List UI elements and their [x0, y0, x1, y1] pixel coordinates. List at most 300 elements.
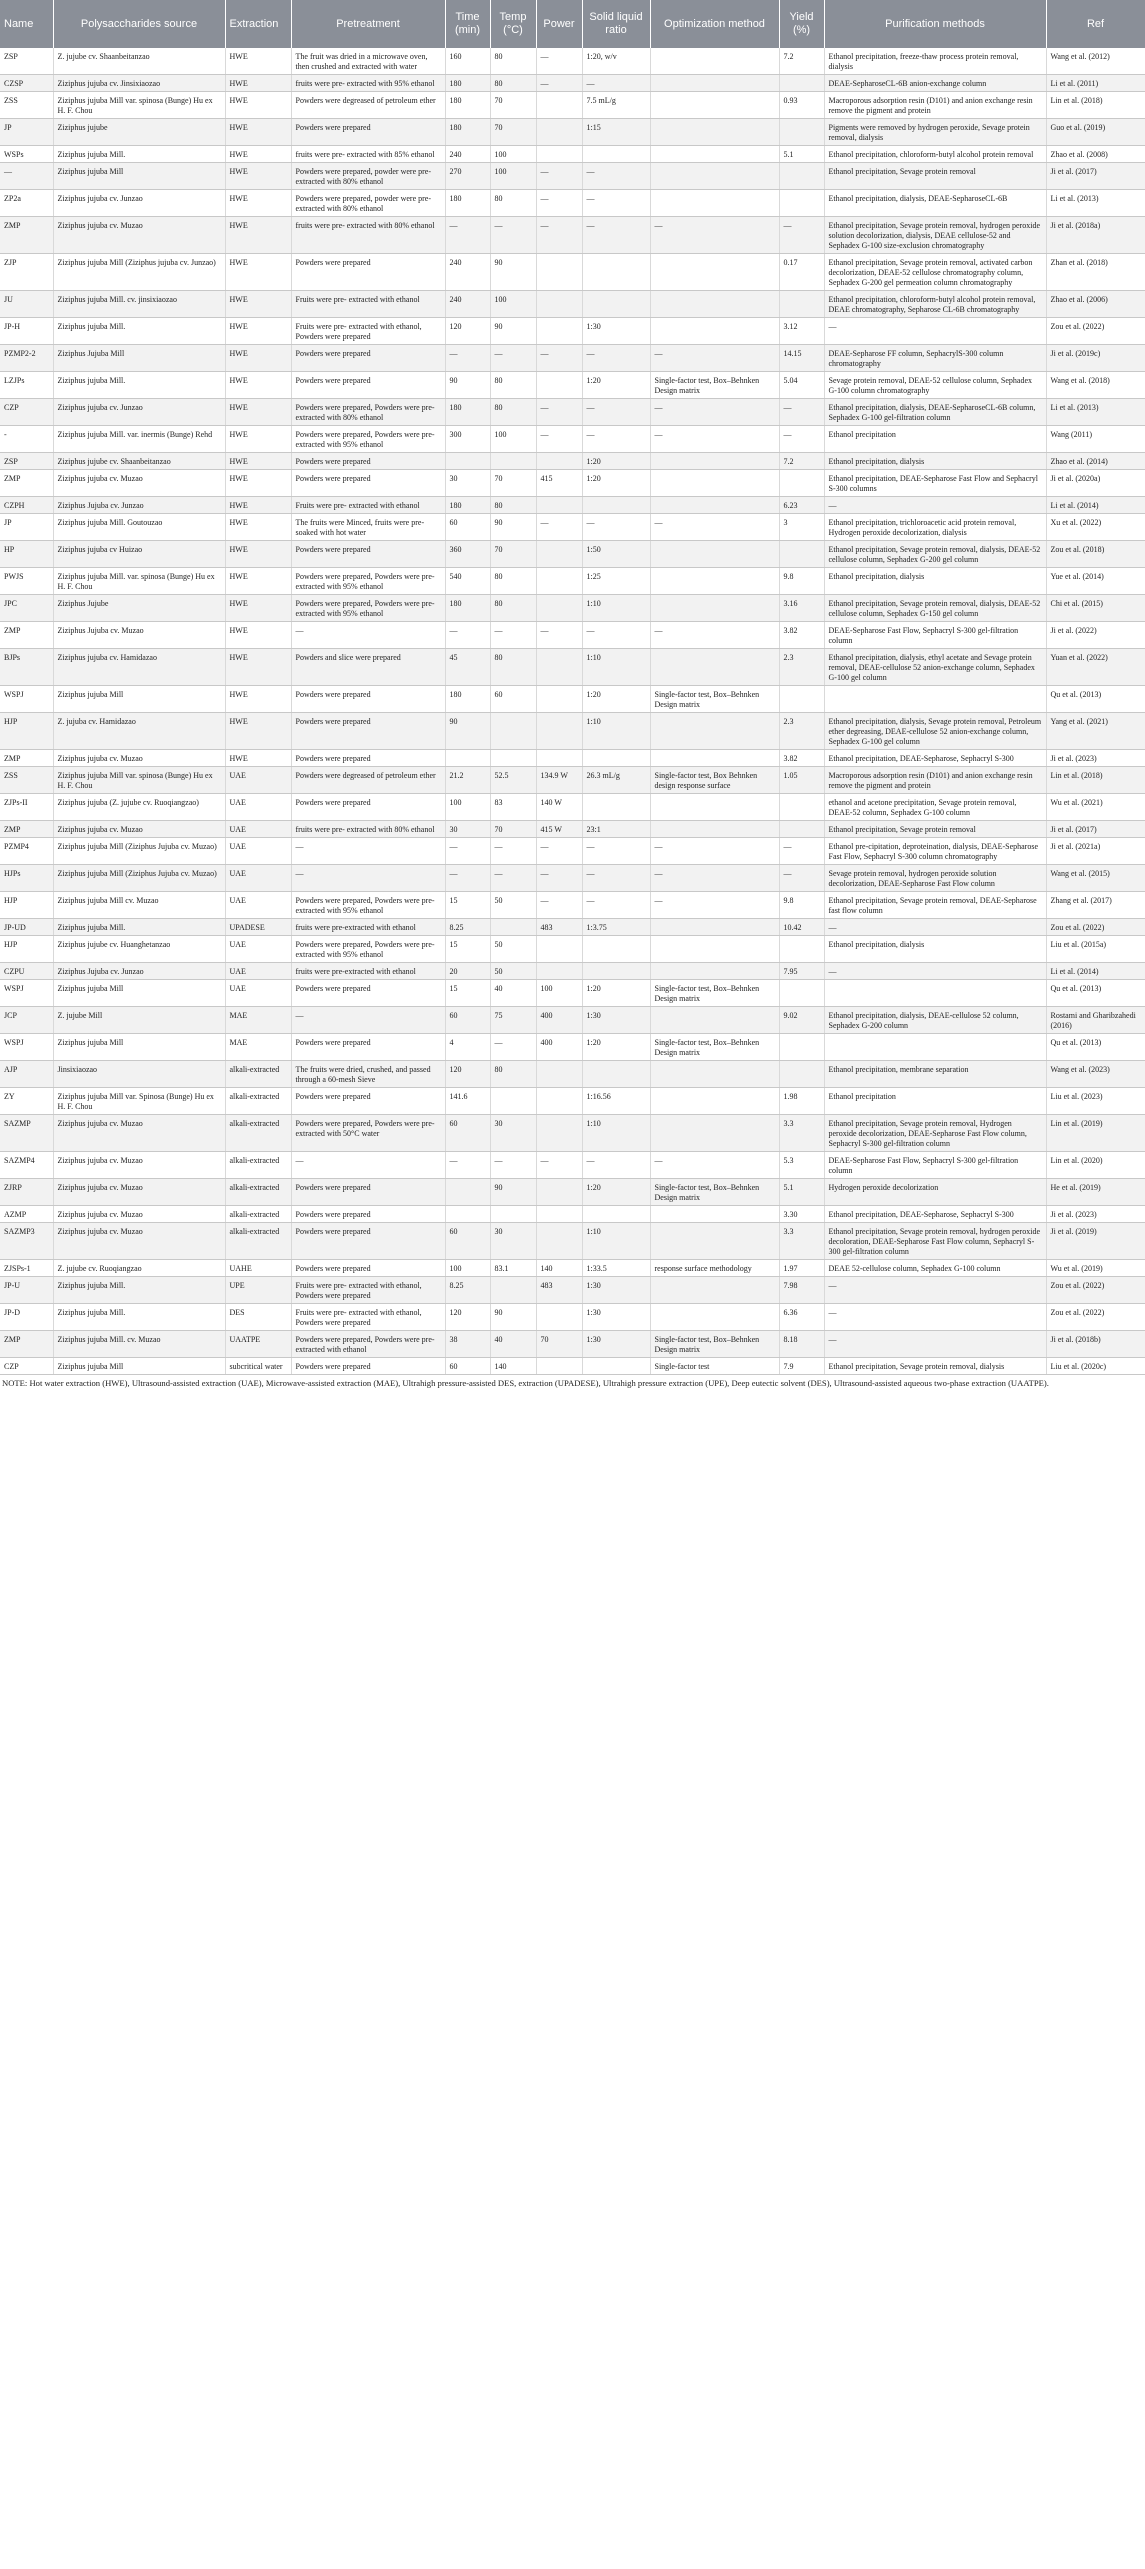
cell-time: 180	[445, 497, 490, 514]
cell-power: —	[536, 838, 582, 865]
cell-temp: 80	[490, 568, 536, 595]
cell-pretreatment: fruits were pre- extracted with 95% ethanol	[291, 75, 445, 92]
cell-purification	[824, 980, 1046, 1007]
cell-purification: Pigments were removed by hydrogen peroxide, Sevage protein removal, dialysis	[824, 119, 1046, 146]
cell-name: LZJPs	[0, 372, 53, 399]
cell-time: 60	[445, 1358, 490, 1375]
table-row	[0, 838, 1145, 865]
cell-time: 240	[445, 254, 490, 291]
cell-extraction: DES	[225, 1304, 291, 1331]
cell-name: AZMP	[0, 1206, 53, 1223]
cell-source: Ziziphus jujuba Mill	[53, 1358, 225, 1375]
cell-time: 270	[445, 163, 490, 190]
table-row	[0, 426, 1145, 453]
cell-time: —	[445, 838, 490, 865]
cell-source: Ziziphus jujube cv. Shaanbeitanzao	[53, 453, 225, 470]
cell-time: 540	[445, 568, 490, 595]
cell-purification: Ethanol precipitation, Sevage protein removal, dialysis, DEAE-52 cellulose column, Sephadex G-150 gel column	[824, 595, 1046, 622]
table-row	[0, 254, 1145, 291]
cell-temp: 70	[490, 470, 536, 497]
cell-purification: Ethanol precipitation, DEAE-Sepharose, Sephacryl S-300	[824, 750, 1046, 767]
cell-yield	[779, 936, 824, 963]
cell-optimization	[650, 75, 779, 92]
cell-power: —	[536, 190, 582, 217]
cell-purification: DEAE 52-cellulose column, Sephadex G-100 column	[824, 1260, 1046, 1277]
cell-ratio: —	[582, 514, 650, 541]
cell-time: 100	[445, 1260, 490, 1277]
cell-power: 400	[536, 1007, 582, 1034]
cell-extraction: HWE	[225, 48, 291, 75]
cell-yield: 0.17	[779, 254, 824, 291]
cell-time: 180	[445, 119, 490, 146]
cell-ref: Lin et al. (2018)	[1046, 92, 1145, 119]
cell-optimization: —	[650, 838, 779, 865]
cell-yield	[779, 980, 824, 1007]
cell-yield	[779, 1061, 824, 1088]
cell-source: Ziziphus jujuba Mill.	[53, 1277, 225, 1304]
cell-ratio: —	[582, 622, 650, 649]
table-row	[0, 1061, 1145, 1088]
cell-ref: Ji et al. (2019)	[1046, 1223, 1145, 1260]
cell-name: PZMP2-2	[0, 345, 53, 372]
cell-name: JP-D	[0, 1304, 53, 1331]
cell-extraction: HWE	[225, 514, 291, 541]
cell-optimization: —	[650, 892, 779, 919]
cell-optimization: —	[650, 217, 779, 254]
cell-temp: —	[490, 1152, 536, 1179]
cell-power: 483	[536, 919, 582, 936]
table-row	[0, 568, 1145, 595]
cell-ref: Zhang et al. (2017)	[1046, 892, 1145, 919]
table-row	[0, 1304, 1145, 1331]
cell-ratio: 1:20	[582, 470, 650, 497]
cell-ratio: —	[582, 75, 650, 92]
cell-power: —	[536, 1152, 582, 1179]
cell-pretreatment: Powders were prepared, Powders were pre- extracted with 50°C water	[291, 1115, 445, 1152]
cell-yield: 2.3	[779, 713, 824, 750]
cell-source: Ziziphus jujuba Mill. Goutouzao	[53, 514, 225, 541]
cell-ref: Ji et al. (2019c)	[1046, 345, 1145, 372]
cell-pretreatment: Powders were prepared, powder were pre- extracted with 80% ethanol	[291, 163, 445, 190]
table-row	[0, 980, 1145, 1007]
cell-ref: Ji et al. (2023)	[1046, 1206, 1145, 1223]
table-row	[0, 1206, 1145, 1223]
cell-extraction: HWE	[225, 622, 291, 649]
cell-extraction: UAE	[225, 980, 291, 1007]
table-row	[0, 1115, 1145, 1152]
table-row	[0, 119, 1145, 146]
cell-ref: Wu et al. (2021)	[1046, 794, 1145, 821]
cell-purification: Ethanol precipitation, Sevage protein removal, hydrogen peroxide decoloration, DEAE-Sepharose Fast Flow column, Sephacryl S-300 gel-filtration column	[824, 1223, 1046, 1260]
cell-ref: Zou et al. (2022)	[1046, 318, 1145, 345]
cell-source: Ziziphus jujuba cv. Junzao	[53, 399, 225, 426]
cell-time	[445, 453, 490, 470]
cell-extraction: alkali-extracted	[225, 1061, 291, 1088]
cell-purification: —	[824, 497, 1046, 514]
table-row	[0, 865, 1145, 892]
cell-power	[536, 686, 582, 713]
cell-power: —	[536, 345, 582, 372]
cell-purification: Ethanol precipitation, chloroform-butyl alcohol protein removal	[824, 146, 1046, 163]
cell-extraction: UAE	[225, 794, 291, 821]
cell-ref: Zhao et al. (2008)	[1046, 146, 1145, 163]
cell-purification: —	[824, 1331, 1046, 1358]
cell-ratio	[582, 1206, 650, 1223]
cell-extraction: HWE	[225, 190, 291, 217]
col-header-ref: Ref	[1046, 0, 1145, 48]
cell-temp: 70	[490, 821, 536, 838]
cell-extraction: HWE	[225, 497, 291, 514]
cell-pretreatment: Powders were prepared	[291, 1206, 445, 1223]
cell-source: Ziziphus jujuba Mill var. spinosa (Bunge) Hu ex H. F. Chou	[53, 767, 225, 794]
cell-pretreatment: Powders were prepared	[291, 1260, 445, 1277]
cell-extraction: subcritical water	[225, 1358, 291, 1375]
cell-name: ZMP	[0, 1331, 53, 1358]
cell-temp: —	[490, 865, 536, 892]
cell-optimization: response surface methodology	[650, 1260, 779, 1277]
cell-temp: 30	[490, 1223, 536, 1260]
cell-temp: 140	[490, 1358, 536, 1375]
cell-pretreatment: Powders were prepared, Powders were pre- extracted with 95% ethanol	[291, 568, 445, 595]
cell-purification: Ethanol precipitation, Sevage protein removal, DEAE-Sepharose fast flow column	[824, 892, 1046, 919]
cell-purification: Macroporous adsorption resin (D101) and anion exchange resin remove the pigment and protein	[824, 92, 1046, 119]
cell-optimization	[650, 254, 779, 291]
cell-extraction: UAE	[225, 767, 291, 794]
cell-power: 140 W	[536, 794, 582, 821]
cell-yield: 5.3	[779, 1152, 824, 1179]
cell-ref: Wang et al. (2012)	[1046, 48, 1145, 75]
cell-extraction: HWE	[225, 345, 291, 372]
table-body	[0, 48, 1145, 1375]
cell-optimization	[650, 190, 779, 217]
cell-optimization: Single-factor test, Box–Behnken Design matrix	[650, 1331, 779, 1358]
cell-ref: Wang et al. (2023)	[1046, 1061, 1145, 1088]
cell-temp: 40	[490, 1331, 536, 1358]
cell-optimization	[650, 146, 779, 163]
cell-temp: —	[490, 622, 536, 649]
cell-temp: 80	[490, 399, 536, 426]
cell-name: AJP	[0, 1061, 53, 1088]
cell-power	[536, 1304, 582, 1331]
cell-source: Ziziphus jujuba cv. Hamidazao	[53, 649, 225, 686]
cell-ref: Lin et al. (2020)	[1046, 1152, 1145, 1179]
cell-pretreatment: Powders were prepared, Powders were pre- extracted with 95% ethanol	[291, 892, 445, 919]
cell-temp: 52.5	[490, 767, 536, 794]
cell-source: Ziziphus jujuba Mill var. spinosa (Bunge) Hu ex H. F. Chou	[53, 92, 225, 119]
cell-temp: 50	[490, 892, 536, 919]
cell-time: 120	[445, 1061, 490, 1088]
cell-source: Ziziphus jujuba Mill. var. inermis (Bunge) Rehd	[53, 426, 225, 453]
cell-temp: 90	[490, 254, 536, 291]
cell-temp: —	[490, 838, 536, 865]
cell-extraction: HWE	[225, 750, 291, 767]
table-row	[0, 1034, 1145, 1061]
cell-ref: Lin et al. (2018)	[1046, 767, 1145, 794]
cell-time: 45	[445, 649, 490, 686]
cell-time: 120	[445, 1304, 490, 1331]
cell-ref: Chi et al. (2015)	[1046, 595, 1145, 622]
cell-temp: 30	[490, 1115, 536, 1152]
cell-ref: Rostami and Gharibzahedi (2016)	[1046, 1007, 1145, 1034]
cell-optimization	[650, 713, 779, 750]
col-header-temp: Temp (°C)	[490, 0, 536, 48]
cell-yield: 1.98	[779, 1088, 824, 1115]
cell-ratio	[582, 794, 650, 821]
cell-pretreatment: Powders were prepared	[291, 1179, 445, 1206]
cell-time: 20	[445, 963, 490, 980]
cell-temp: 80	[490, 372, 536, 399]
cell-time: 21.2	[445, 767, 490, 794]
cell-ref: Li et al. (2013)	[1046, 190, 1145, 217]
cell-purification: Ethanol precipitation, dialysis	[824, 936, 1046, 963]
cell-temp: 90	[490, 1179, 536, 1206]
cell-ratio: 7.5 mL/g	[582, 92, 650, 119]
cell-ref: Qu et al. (2013)	[1046, 686, 1145, 713]
cell-purification: Ethanol precipitation, DEAE-Sepharose Fast Flow and Sephacryl S-300 columns	[824, 470, 1046, 497]
cell-yield: —	[779, 399, 824, 426]
cell-ratio: 1:20	[582, 453, 650, 470]
cell-pretreatment: Powders were prepared	[291, 1223, 445, 1260]
cell-yield: 1.97	[779, 1260, 824, 1277]
cell-power	[536, 146, 582, 163]
table-row	[0, 1152, 1145, 1179]
cell-optimization	[650, 821, 779, 838]
cell-source: Ziziphus jujuba Mill.	[53, 372, 225, 399]
cell-source: Ziziphus jujuba cv. Muzao	[53, 821, 225, 838]
cell-time: 4	[445, 1034, 490, 1061]
cell-pretreatment: —	[291, 865, 445, 892]
cell-ref: Zhao et al. (2006)	[1046, 291, 1145, 318]
cell-source: Ziziphus jujuba cv. Muzao	[53, 217, 225, 254]
cell-extraction: MAE	[225, 1034, 291, 1061]
cell-ref: Yang et al. (2021)	[1046, 713, 1145, 750]
cell-optimization: —	[650, 514, 779, 541]
cell-power: 70	[536, 1331, 582, 1358]
cell-name: ZMP	[0, 622, 53, 649]
cell-time: 360	[445, 541, 490, 568]
cell-source: Jinsixiaozao	[53, 1061, 225, 1088]
cell-time: 15	[445, 936, 490, 963]
cell-source: Ziziphus jujuba Mill. var. spinosa (Bunge) Hu ex H. F. Chou	[53, 568, 225, 595]
cell-ratio: —	[582, 1152, 650, 1179]
cell-purification: Ethanol precipitation, membrane separation	[824, 1061, 1046, 1088]
cell-purification: Ethanol precipitation, Sevage protein removal, dialysis	[824, 1358, 1046, 1375]
table-row	[0, 48, 1145, 75]
cell-ratio: 23:1	[582, 821, 650, 838]
table-row	[0, 453, 1145, 470]
cell-time: 180	[445, 399, 490, 426]
cell-extraction: HWE	[225, 541, 291, 568]
table-row	[0, 713, 1145, 750]
cell-source: Ziziphus jujuba cv. Junzao	[53, 190, 225, 217]
table-row	[0, 1358, 1145, 1375]
cell-extraction: alkali-extracted	[225, 1088, 291, 1115]
cell-time: 180	[445, 686, 490, 713]
cell-name: JP-UD	[0, 919, 53, 936]
table-row	[0, 399, 1145, 426]
cell-source: Z. jujube cv. Ruoqiangzao	[53, 1260, 225, 1277]
table-row	[0, 163, 1145, 190]
cell-purification: Ethanol precipitation, Sevage protein removal	[824, 821, 1046, 838]
col-header-source: Polysaccharides source	[53, 0, 225, 48]
cell-yield: 10.42	[779, 919, 824, 936]
cell-name: ZJRP	[0, 1179, 53, 1206]
cell-name: HJP	[0, 713, 53, 750]
cell-extraction: UAE	[225, 865, 291, 892]
cell-purification: Ethanol precipitation	[824, 1088, 1046, 1115]
cell-power	[536, 291, 582, 318]
table-row	[0, 514, 1145, 541]
cell-name: BJPs	[0, 649, 53, 686]
table-row	[0, 92, 1145, 119]
cell-source: Ziziphus jujuba cv Huizao	[53, 541, 225, 568]
table-row	[0, 372, 1145, 399]
cell-time	[445, 1206, 490, 1223]
cell-temp	[490, 1277, 536, 1304]
col-header-ratio: Solid liquid ratio	[582, 0, 650, 48]
cell-extraction: UAE	[225, 936, 291, 963]
cell-yield	[779, 686, 824, 713]
cell-power	[536, 936, 582, 963]
cell-temp	[490, 453, 536, 470]
cell-name: ZMP	[0, 750, 53, 767]
cell-temp: 90	[490, 514, 536, 541]
cell-source: Ziziphus jujuba cv. Muzao	[53, 1115, 225, 1152]
table-row	[0, 686, 1145, 713]
table-row	[0, 963, 1145, 980]
cell-yield: 8.18	[779, 1331, 824, 1358]
cell-pretreatment: —	[291, 1152, 445, 1179]
cell-yield: 3	[779, 514, 824, 541]
table-row	[0, 1277, 1145, 1304]
cell-optimization: Single-factor test, Box–Behnken Design matrix	[650, 1034, 779, 1061]
cell-temp: 80	[490, 595, 536, 622]
cell-ref: Liu et al. (2023)	[1046, 1088, 1145, 1115]
cell-pretreatment: Powders were prepared	[291, 453, 445, 470]
cell-extraction: HWE	[225, 291, 291, 318]
col-header-pretreatment: Pretreatment	[291, 0, 445, 48]
cell-temp: 40	[490, 980, 536, 1007]
cell-optimization	[650, 318, 779, 345]
cell-purification	[824, 1034, 1046, 1061]
cell-optimization: Single-factor test, Box–Behnken Design matrix	[650, 686, 779, 713]
cell-extraction: UAATPE	[225, 1331, 291, 1358]
cell-ref: Qu et al. (2013)	[1046, 980, 1145, 1007]
cell-temp: 80	[490, 190, 536, 217]
col-header-name: Name	[0, 0, 53, 48]
cell-purification: —	[824, 1304, 1046, 1331]
cell-temp: 83	[490, 794, 536, 821]
cell-power: —	[536, 48, 582, 75]
cell-time: 38	[445, 1331, 490, 1358]
cell-pretreatment: The fruits were dried, crushed, and passed through a 60-mesh Sieve	[291, 1061, 445, 1088]
cell-purification: Ethanol precipitation, dialysis, Sevage protein removal, Petroleum ether degreasing, DEAE-cellulose 52 anion-exchange column, Sephadex G-100 gel column	[824, 713, 1046, 750]
cell-power	[536, 1206, 582, 1223]
cell-name: ZSS	[0, 767, 53, 794]
cell-yield	[779, 794, 824, 821]
cell-name: ZP2a	[0, 190, 53, 217]
cell-pretreatment: Powders were prepared, Powders were pre- extracted with ethanol	[291, 1331, 445, 1358]
cell-time: 180	[445, 190, 490, 217]
cell-ref: Ji et al. (2017)	[1046, 821, 1145, 838]
cell-purification: Ethanol precipitation, Sevage protein removal, activated carbon decolorization, DEAE-52 cellulose chromatography column, Sephadex G-200 gel permeation column chromatography	[824, 254, 1046, 291]
cell-power: 400	[536, 1034, 582, 1061]
cell-source: Z. jujube Mill	[53, 1007, 225, 1034]
cell-purification: DEAE-Sepharose Fast Flow, Sephacryl S-300 gel-filtration column	[824, 1152, 1046, 1179]
cell-yield: 3.82	[779, 622, 824, 649]
cell-yield: 9.8	[779, 892, 824, 919]
cell-yield: 14.15	[779, 345, 824, 372]
cell-optimization: —	[650, 1152, 779, 1179]
table-row	[0, 345, 1145, 372]
cell-source: Ziziphus jujuba Mill (Ziziphus jujuba cv. Junzao)	[53, 254, 225, 291]
cell-ratio: 1:25	[582, 568, 650, 595]
cell-ref: Ji et al. (2020a)	[1046, 470, 1145, 497]
cell-pretreatment: Powders were prepared	[291, 372, 445, 399]
cell-time	[445, 1179, 490, 1206]
cell-yield: 6.36	[779, 1304, 824, 1331]
cell-ref: Lin et al. (2019)	[1046, 1115, 1145, 1152]
cell-name: JCP	[0, 1007, 53, 1034]
cell-optimization	[650, 291, 779, 318]
cell-power: —	[536, 622, 582, 649]
cell-ref: Zhan et al. (2018)	[1046, 254, 1145, 291]
cell-pretreatment: fruits were pre-extracted with ethanol	[291, 919, 445, 936]
cell-source: Ziziphus jujube cv. Huanghetanzao	[53, 936, 225, 963]
cell-time: —	[445, 1152, 490, 1179]
cell-name: ZMP	[0, 821, 53, 838]
cell-temp: 100	[490, 426, 536, 453]
cell-ref: He et al. (2019)	[1046, 1179, 1145, 1206]
cell-time: —	[445, 865, 490, 892]
cell-source: Ziziphus Jujuba Mill	[53, 345, 225, 372]
cell-temp: 80	[490, 497, 536, 514]
cell-yield	[779, 119, 824, 146]
cell-yield: 3.3	[779, 1115, 824, 1152]
cell-source: Ziziphus jujuba Mill	[53, 1034, 225, 1061]
cell-name: JPC	[0, 595, 53, 622]
cell-ref: Ji et al. (2023)	[1046, 750, 1145, 767]
cell-time: 8.25	[445, 1277, 490, 1304]
cell-extraction: UPADESE	[225, 919, 291, 936]
cell-time	[445, 750, 490, 767]
table-row	[0, 541, 1145, 568]
cell-ratio: 1:10	[582, 713, 650, 750]
cell-yield: —	[779, 217, 824, 254]
cell-extraction: MAE	[225, 1007, 291, 1034]
cell-ref: Liu et al. (2020c)	[1046, 1358, 1145, 1375]
cell-ratio	[582, 497, 650, 514]
cell-power	[536, 541, 582, 568]
table-row	[0, 1088, 1145, 1115]
cell-purification: —	[824, 919, 1046, 936]
cell-time: 141.6	[445, 1088, 490, 1115]
cell-optimization: —	[650, 622, 779, 649]
cell-ratio: —	[582, 345, 650, 372]
cell-yield	[779, 470, 824, 497]
cell-ref: Wang et al. (2018)	[1046, 372, 1145, 399]
cell-ratio	[582, 291, 650, 318]
cell-yield: —	[779, 865, 824, 892]
cell-name: CZPU	[0, 963, 53, 980]
cell-optimization	[650, 936, 779, 963]
cell-yield: 5.04	[779, 372, 824, 399]
cell-time: 180	[445, 92, 490, 119]
cell-optimization	[650, 1223, 779, 1260]
cell-time: 90	[445, 713, 490, 750]
cell-source: Ziziphus jujuba cv. Muzao	[53, 1179, 225, 1206]
table-row	[0, 750, 1145, 767]
